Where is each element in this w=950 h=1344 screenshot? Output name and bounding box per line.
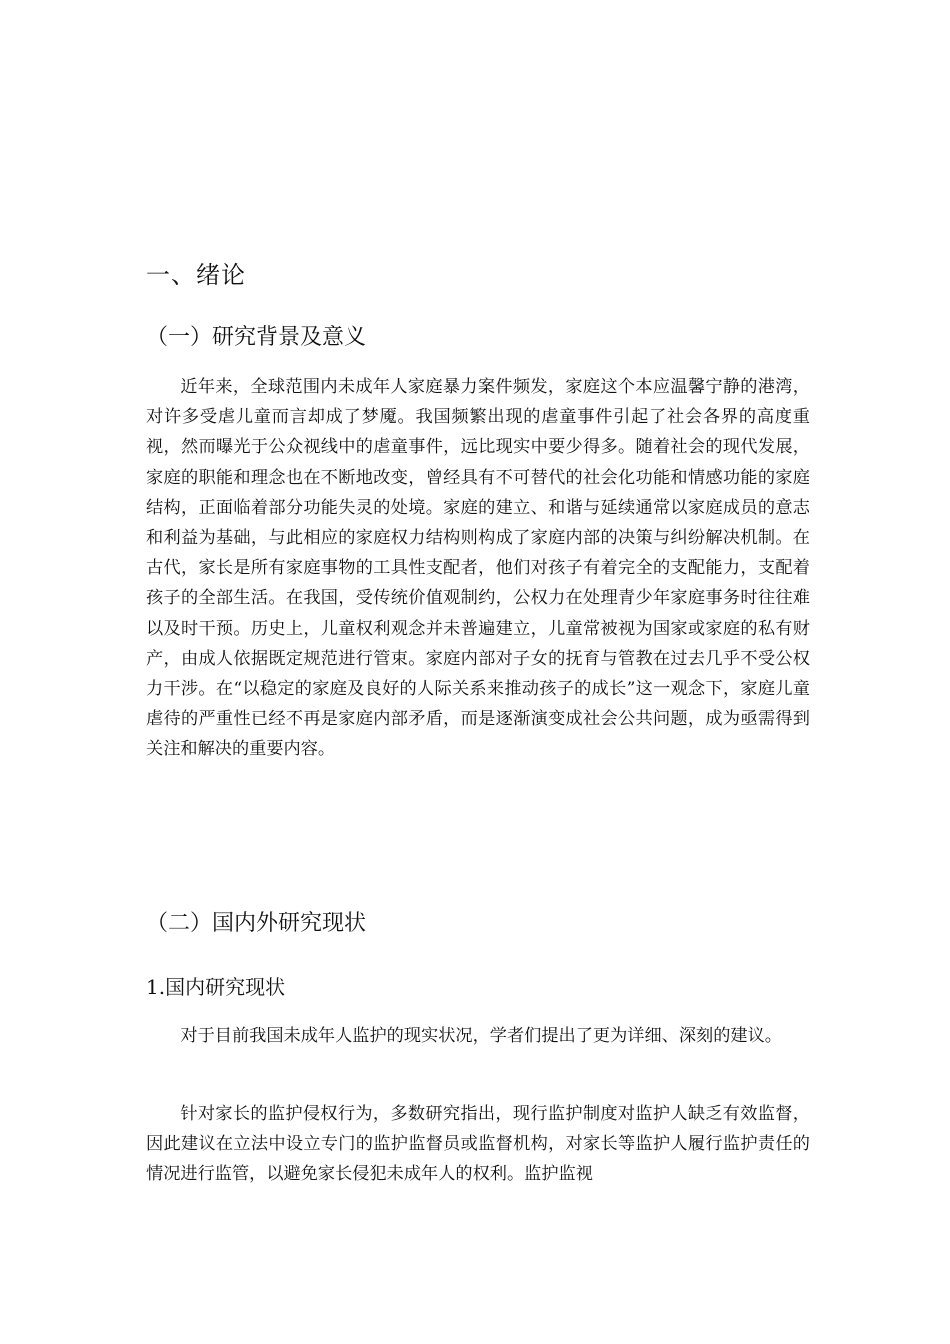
section-heading-background: （一）研究背景及意义	[146, 325, 367, 350]
section-heading-research-status: （二）国内外研究现状	[146, 911, 367, 936]
background-paragraph: 近年来，全球范围内未成年人家庭暴力案件频发，家庭这个本应温馨宁静的港湾，对许多受虐儿童而言却成了梦魇。我国频繁出现的虐童事件引起了社会各界的高度重视，然而曝光于公众视线中的虐童事件，远比现实中要少得多。随着社会的现代发展，家庭的职能和理念也在不断地改变，曾经具有不可替代的社会化功能和情感功能的家庭结构，正面临着部分功能失灵的处境。家庭的建立、和谐与延续通常以家庭成员的意志和利益为基础，与此相应的家庭权力结构则构成了家庭内部的决策与纠纷解决机制。在古代，家长是所有家庭事物的工具性支配者，他们对孩子有着完全的支配能力，支配着孩子的全部生活。在我国，受传统价值观制约，公权力在处理青少年家庭事务时往往难以及时干预。历史上，儿童权利观念并未普遍建立，儿童常被视为国家或家庭的私有财产，由成人依据既定规范进行管束。家庭内部对子女的抚育与管教在过去几乎不受公权力干涉。在“以稳定的家庭及良好的人际关系来推动孩子的成长”这一观念下，家庭儿童虐待的严重性已经不再是家庭内部矛盾，而是逐渐演变成社会公共问题，成为亟需得到关注和解决的重要内容。	[146, 377, 810, 760]
subsection-heading-domestic: 1.国内研究现状	[146, 975, 286, 999]
domestic-paragraph-2: 针对家长的监护侵权行为，多数研究指出，现行监护制度对监护人缺乏有效监督，因此建议在立法中设立专门的监护监督员或监督机构，对家长等监护人履行监护责任的情况进行监管，以避免家长侵犯未成年人的权利。监护监视	[146, 1104, 810, 1185]
chapter-heading: 一、绪论	[146, 261, 246, 289]
domestic-paragraph-1: 对于目前我国未成年人监护的现实状况，学者们提出了更为详细、深刻的建议。	[180, 1026, 782, 1046]
